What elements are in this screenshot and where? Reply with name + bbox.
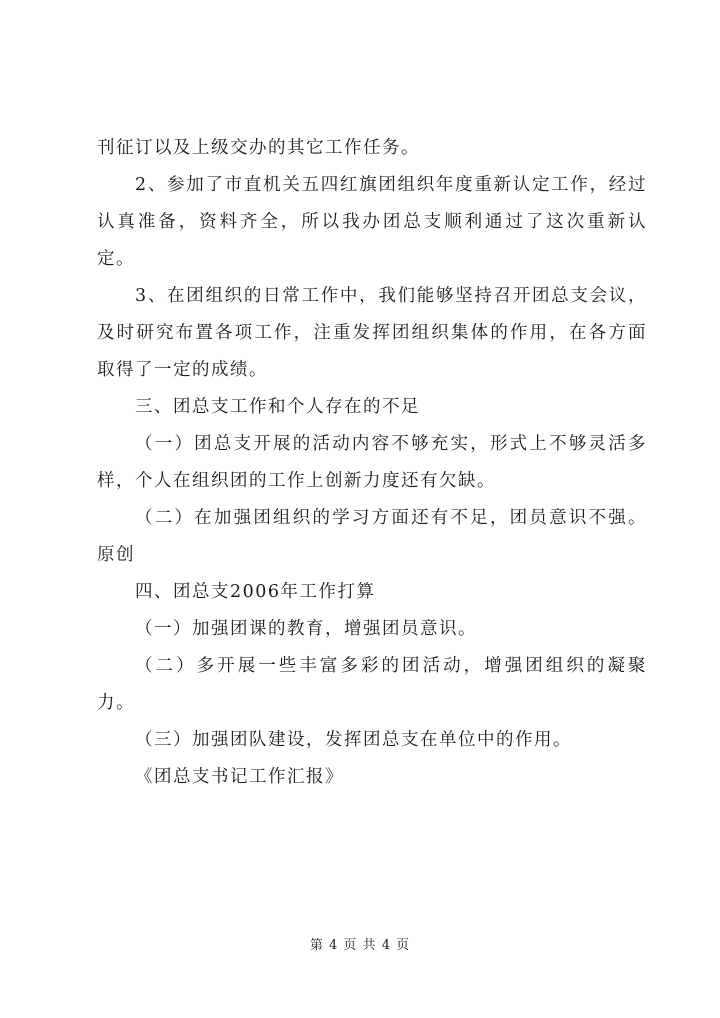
paragraph-plan-3: （三）加强团队建设，发挥团总支在单位中的作用。	[135, 730, 572, 750]
section-heading-plan: 四、团总支2006年工作打算	[135, 582, 376, 602]
page-number-footer: 第 4 页 共 4 页	[309, 938, 411, 953]
section-heading-shortcomings: 三、团总支工作和个人存在的不足	[135, 397, 420, 417]
paragraph-item-2: 2、参加了市直机关五四红旗团组织年度重新认定工作，经过认真准备，资料齐全，所以我办团总支顺利通过了这次重新认定。	[97, 175, 647, 269]
paragraph-plan-2: （二）多开展一些丰富多彩的团活动，增强团组织的凝聚力。	[97, 656, 647, 713]
paragraph-item-3: 3、在团组织的日常工作中，我们能够坚持召开团总支会议，及时研究布置各项工作，注重发挥团组织集体的作用，在各方面取得了一定的成绩。	[97, 286, 647, 380]
paragraph-shortcoming-2: （二）在加强团组织的学习方面还有不足，团员意识不强。原创	[97, 508, 647, 565]
paragraph-task-continuation: 刊征订以及上级交办的其它工作任务。	[97, 138, 420, 158]
document-title-reference: 《团总支书记工作汇报》	[135, 767, 344, 787]
paragraph-shortcoming-1: （一）团总支开展的活动内容不够充实，形式上不够灵活多样，个人在组织团的工作上创新力度还有欠缺。	[97, 434, 647, 491]
paragraph-plan-1: （一）加强团课的教育，增强团员意识。	[135, 619, 477, 639]
document-body	[97, 130, 647, 796]
